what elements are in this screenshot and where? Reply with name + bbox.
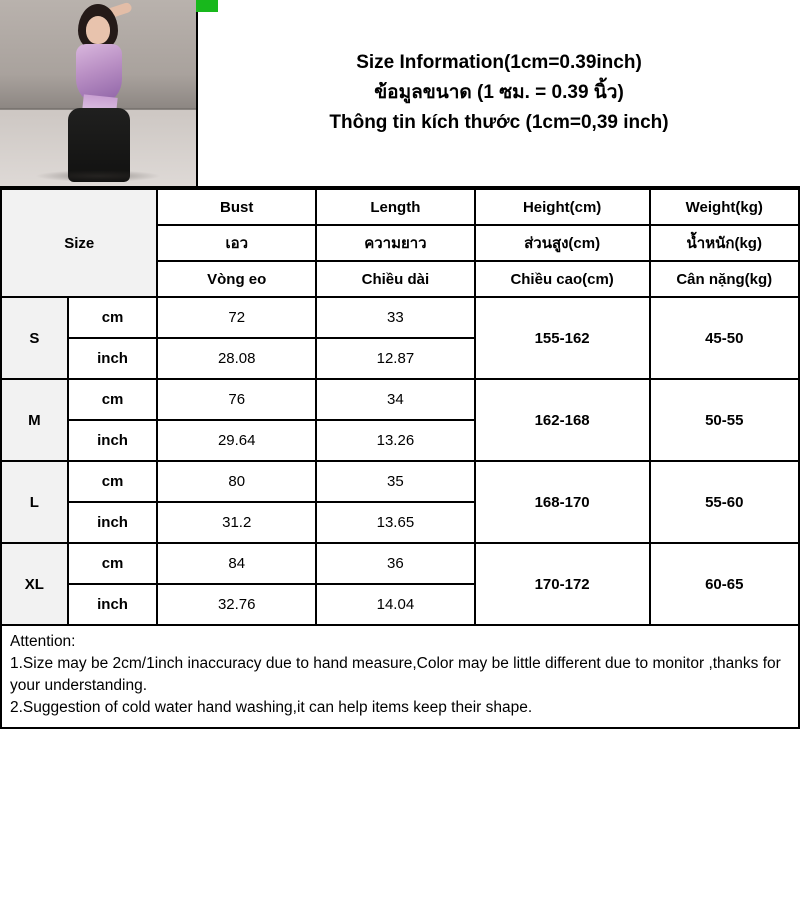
bust-inch-l: 31.2	[157, 502, 316, 543]
table-row	[1, 461, 799, 502]
table-header-row-en	[1, 189, 799, 225]
model-figure	[52, 4, 144, 182]
header-size-label: Size	[1, 189, 157, 297]
size-label-l: L	[1, 461, 68, 543]
table-row	[1, 379, 799, 420]
unit-cm-s: cm	[68, 297, 158, 338]
bust-cm-xl: 84	[157, 543, 316, 584]
unit-inch-l: inch	[68, 502, 158, 543]
model-face	[86, 16, 110, 44]
unit-cm-xl: cm	[68, 543, 158, 584]
title-line-vi: Thông tin kích thước (1cm=0,39 inch)	[329, 112, 669, 133]
header-height-vi: Chiều cao(cm)	[475, 261, 650, 297]
header-length-vi: Chiều dài	[316, 261, 475, 297]
size-table	[0, 188, 800, 626]
attention-section	[0, 626, 800, 729]
weight-l: 55-60	[650, 461, 800, 543]
header-bust-en: Bust	[157, 189, 316, 225]
unit-inch-m: inch	[68, 420, 158, 461]
length-cm-m: 34	[316, 379, 475, 420]
length-inch-m: 13.26	[316, 420, 475, 461]
weight-m: 50-55	[650, 379, 800, 461]
photo-background	[0, 0, 196, 186]
length-cm-xl: 36	[316, 543, 475, 584]
header-section	[0, 0, 800, 188]
length-cm-l: 35	[316, 461, 475, 502]
bust-cm-l: 80	[157, 461, 316, 502]
header-weight-vi: Cân nặng(kg)	[650, 261, 800, 297]
table-row	[1, 543, 799, 584]
bust-inch-xl: 32.76	[157, 584, 316, 625]
height-l: 168-170	[475, 461, 650, 543]
weight-xl: 60-65	[650, 543, 800, 625]
length-cm-s: 33	[316, 297, 475, 338]
product-photo	[0, 0, 198, 186]
height-s: 155-162	[475, 297, 650, 379]
header-length-en: Length	[316, 189, 475, 225]
header-length-th: ความยาว	[316, 225, 475, 261]
height-xl: 170-172	[475, 543, 650, 625]
table-row	[1, 297, 799, 338]
size-label-xl: XL	[1, 543, 68, 625]
green-corner-tag	[196, 0, 218, 12]
attention-line-1: 1.Size may be 2cm/1inch inaccuracy due to hand measure,Color may be little different due to monitor ,thanks for your understanding.	[10, 655, 781, 694]
unit-cm-l: cm	[68, 461, 158, 502]
header-height-en: Height(cm)	[475, 189, 650, 225]
unit-inch-s: inch	[68, 338, 158, 379]
size-label-m: M	[1, 379, 68, 461]
height-m: 162-168	[475, 379, 650, 461]
length-inch-xl: 14.04	[316, 584, 475, 625]
header-weight-en: Weight(kg)	[650, 189, 800, 225]
bottom-whitespace	[0, 729, 800, 899]
unit-cm-m: cm	[68, 379, 158, 420]
attention-heading: Attention:	[10, 633, 76, 650]
bust-cm-m: 76	[157, 379, 316, 420]
header-bust-th: เอว	[157, 225, 316, 261]
weight-s: 45-50	[650, 297, 800, 379]
length-inch-s: 12.87	[316, 338, 475, 379]
header-weight-th: น้ำหนัก(kg)	[650, 225, 800, 261]
bust-inch-s: 28.08	[157, 338, 316, 379]
title-line-en: Size Information(1cm=0.39inch)	[356, 52, 642, 73]
floor-shadow	[35, 170, 160, 182]
title-block	[198, 0, 800, 186]
length-inch-l: 13.65	[316, 502, 475, 543]
attention-line-2: 2.Suggestion of cold water hand washing,it can help items keep their shape.	[10, 699, 533, 716]
bust-inch-m: 29.64	[157, 420, 316, 461]
bust-cm-s: 72	[157, 297, 316, 338]
title-line-th: ข้อมูลขนาด (1 ซม. = 0.39 นิ้ว)	[374, 82, 624, 103]
size-label-s: S	[1, 297, 68, 379]
header-height-th: ส่วนสูง(cm)	[475, 225, 650, 261]
header-bust-vi: Vòng eo	[157, 261, 316, 297]
unit-inch-xl: inch	[68, 584, 158, 625]
